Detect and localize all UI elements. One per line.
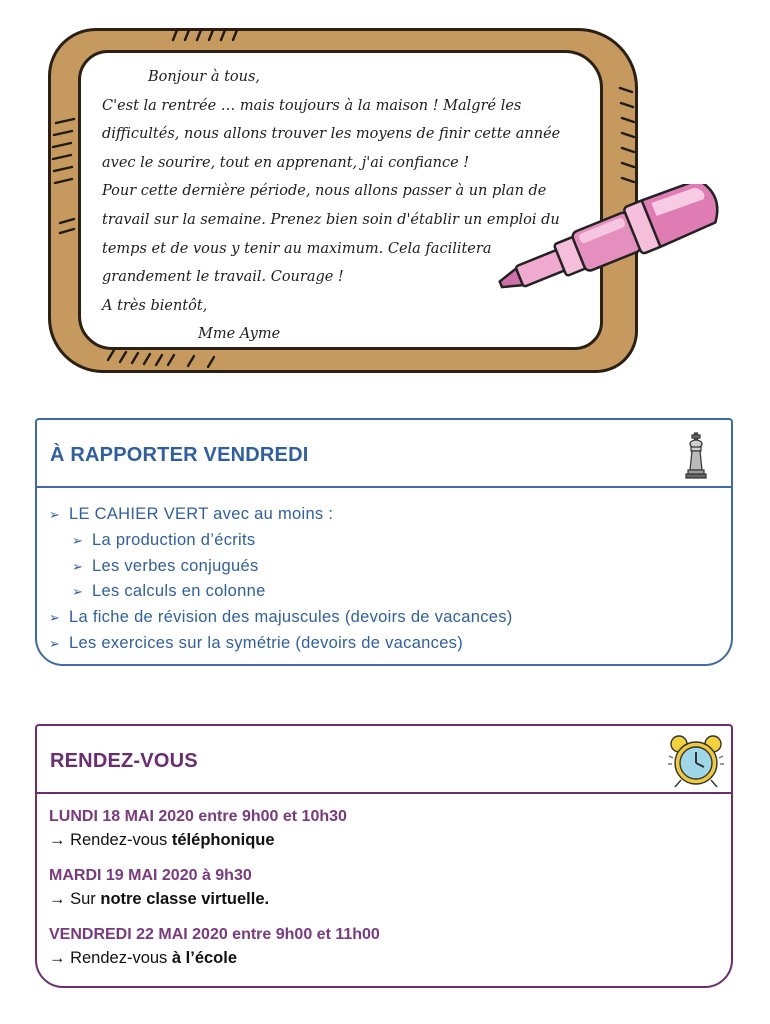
rendezvous-title: RENDEZ-VOUS [50,750,198,772]
pink-pen-icon [484,184,744,304]
rapporter-list [49,502,513,657]
arrow-bullet-icon: ➢ [72,558,84,574]
rendezvous-header [37,726,731,794]
letter-line: grandement le travail. Courage ! [102,269,344,286]
letter-signature: Mme Ayme [198,326,281,343]
letter-line: Pour cette dernière période, nous allons passer à un plan de [102,183,547,200]
rapporter-box [35,418,733,666]
letter-line: avec le sourire, tout en apprenant, j'ai confiance ! [102,154,470,171]
rapporter-title: À RAPPORTER VENDREDI [50,444,309,466]
arrow-bullet-icon: ➢ [49,507,61,522]
appointment-item [49,865,380,911]
arrow-bullet-icon: ➢ [49,610,61,626]
alarm-clock-icon [667,734,725,788]
rapporter-header [37,420,731,488]
appointment-item [49,924,380,970]
letter-line: C'est la rentrée … mais toujours à la maison ! Malgré les [102,97,522,114]
appointments-list [49,806,380,983]
appointment-detail: → Rendez-vous à l’école [49,949,238,967]
list-item: ➢ Les exercices sur la symétrie (devoirs de vacances) [49,631,513,657]
list-item: ➢ La fiche de révision des majuscules (devoirs de vacances) [49,605,513,631]
appointment-item [49,806,380,852]
rendezvous-box [35,724,733,988]
appointment-date: MARDI 19 MAI 2020 à 9h30 [49,867,252,884]
list-item: ➢ LE CAHIER VERT avec au moins : [49,502,513,528]
list-item: ➢ Les verbes conjugués [49,554,513,580]
appointment-date: VENDREDI 22 MAI 2020 entre 9h00 et 11h00 [49,926,380,943]
arrow-bullet-icon: ➢ [72,532,84,548]
letter-line: temps et de vous y tenir au maximum. Cela facilitera [102,240,492,257]
appointment-date: LUNDI 18 MAI 2020 entre 9h00 et 10h30 [49,808,347,825]
letter-line: travail sur la semaine. Prenez bien soin d'établir un emploi du [102,211,560,228]
letter-line: A très bientôt, [102,297,208,314]
appointment-detail: → Sur notre classe virtuelle. [49,890,270,908]
list-item: ➢ La production d’écrits [49,528,513,554]
appointment-detail: → Rendez-vous téléphonique [49,831,275,849]
letter-line: difficultés, nous allons trouver les moyens de finir cette année [102,126,561,143]
letter-line: Bonjour à tous, [148,69,261,85]
chess-king-icon [683,432,709,480]
arrow-bullet-icon: ➢ [49,635,61,651]
arrow-bullet-icon: ➢ [72,584,84,600]
list-item: ➢ Les calculs en colonne [49,579,513,605]
